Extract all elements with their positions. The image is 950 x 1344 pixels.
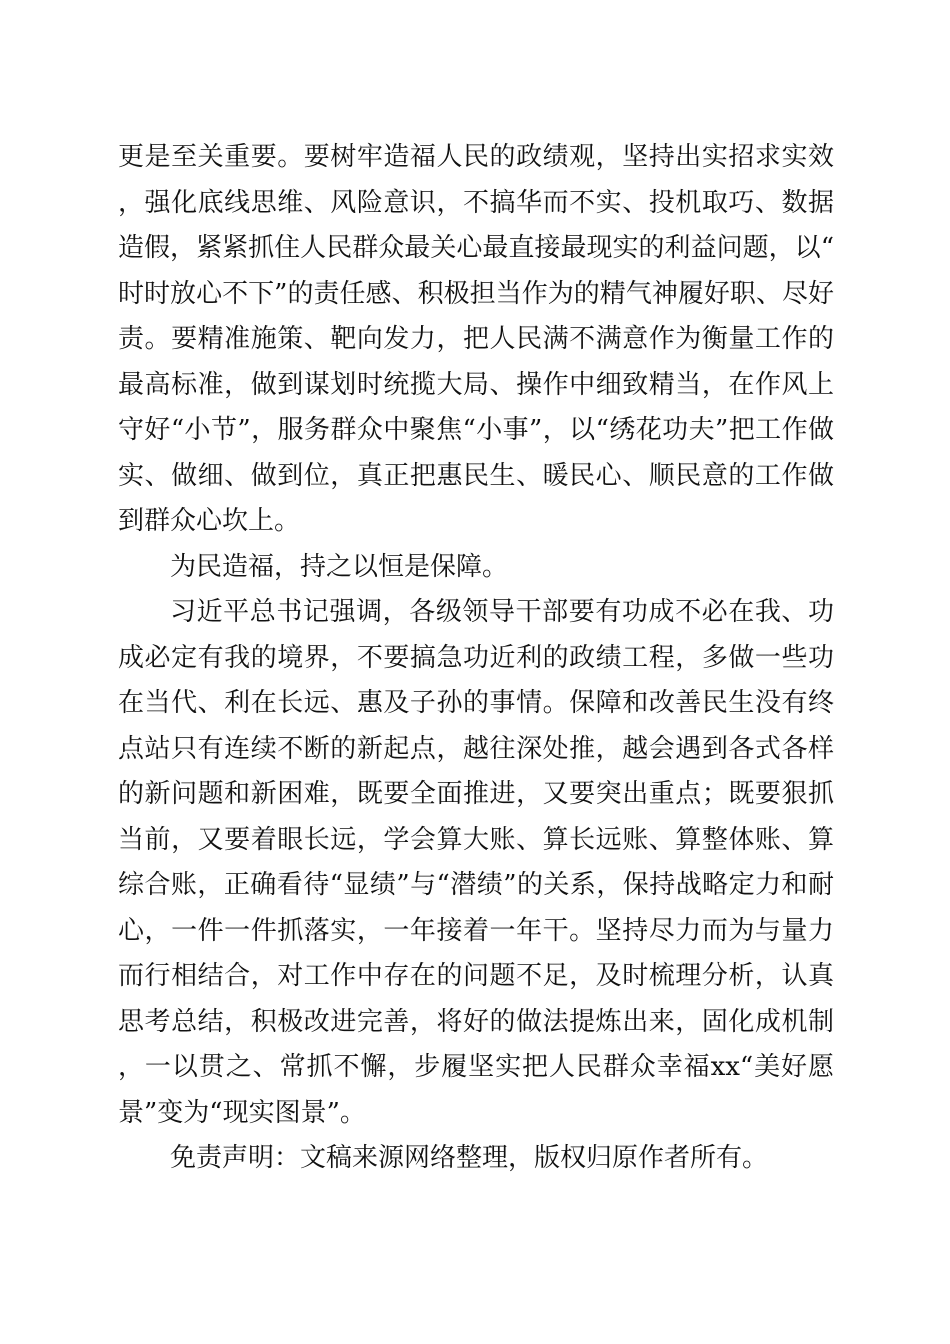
- document-body: [118, 135, 834, 1182]
- disclaimer: 免责声明：文稿来源网络整理，版权归原作者所有。: [170, 1143, 769, 1173]
- paragraph-body: 习近平总书记强调，各级领导干部要有功成不必在我、功成必定有我的境界，不要搞急功近利的政绩工程，多做一些功在当代、利在长远、惠及子孙的事情。保障和改善民生没有终点站只有连续不断的新起点，越往深处推，越会遇到各式各样的新问题和新困难，既要全面推进，又要突出重点；既要狠抓当前，又要着眼长远，学会算大账、算长远账、算整体账、算综合账，正确看待“显绩”与“潜绩”的关系，保持战略定力和耐心，一件一件抓落实，一年接着一年干。坚持尽力而为与量力而行相结合，对工作中存在的问题不足，及时梳理分析，认真思考总结，积极改进完善，将好的做法提炼出来，固化成机制，一以贯之、常抓不懈，步履坚实把人民群众幸福xx“美好愿景”变为“现实图景”。: [118, 597, 834, 1128]
- paragraph-heading-persistence: 为民造福，持之以恒是保障。: [170, 551, 509, 582]
- paragraph-continued: 更是至关重要。要树牢造福人民的政绩观，坚持出实招求实效，强化底线思维、风险意识，不搞华而不实、投机取巧、数据造假，紧紧抓住人民群众最关心最直接最现实的利益问题，以“时时放心不下”的责任感、积极担当作为的精气神履好职、尽好责。要精准施策、靶向发力，把人民满不满意作为衡量工作的最高标准，做到谋划时统揽大局、操作中细致精当，在作风上守好“小节”，服务群众中聚焦“小事”，以“绣花功夫”把工作做实、做细、做到位，真正把惠民生、暖民心、顺民意的工作做到群众心坎上。: [118, 142, 834, 536]
